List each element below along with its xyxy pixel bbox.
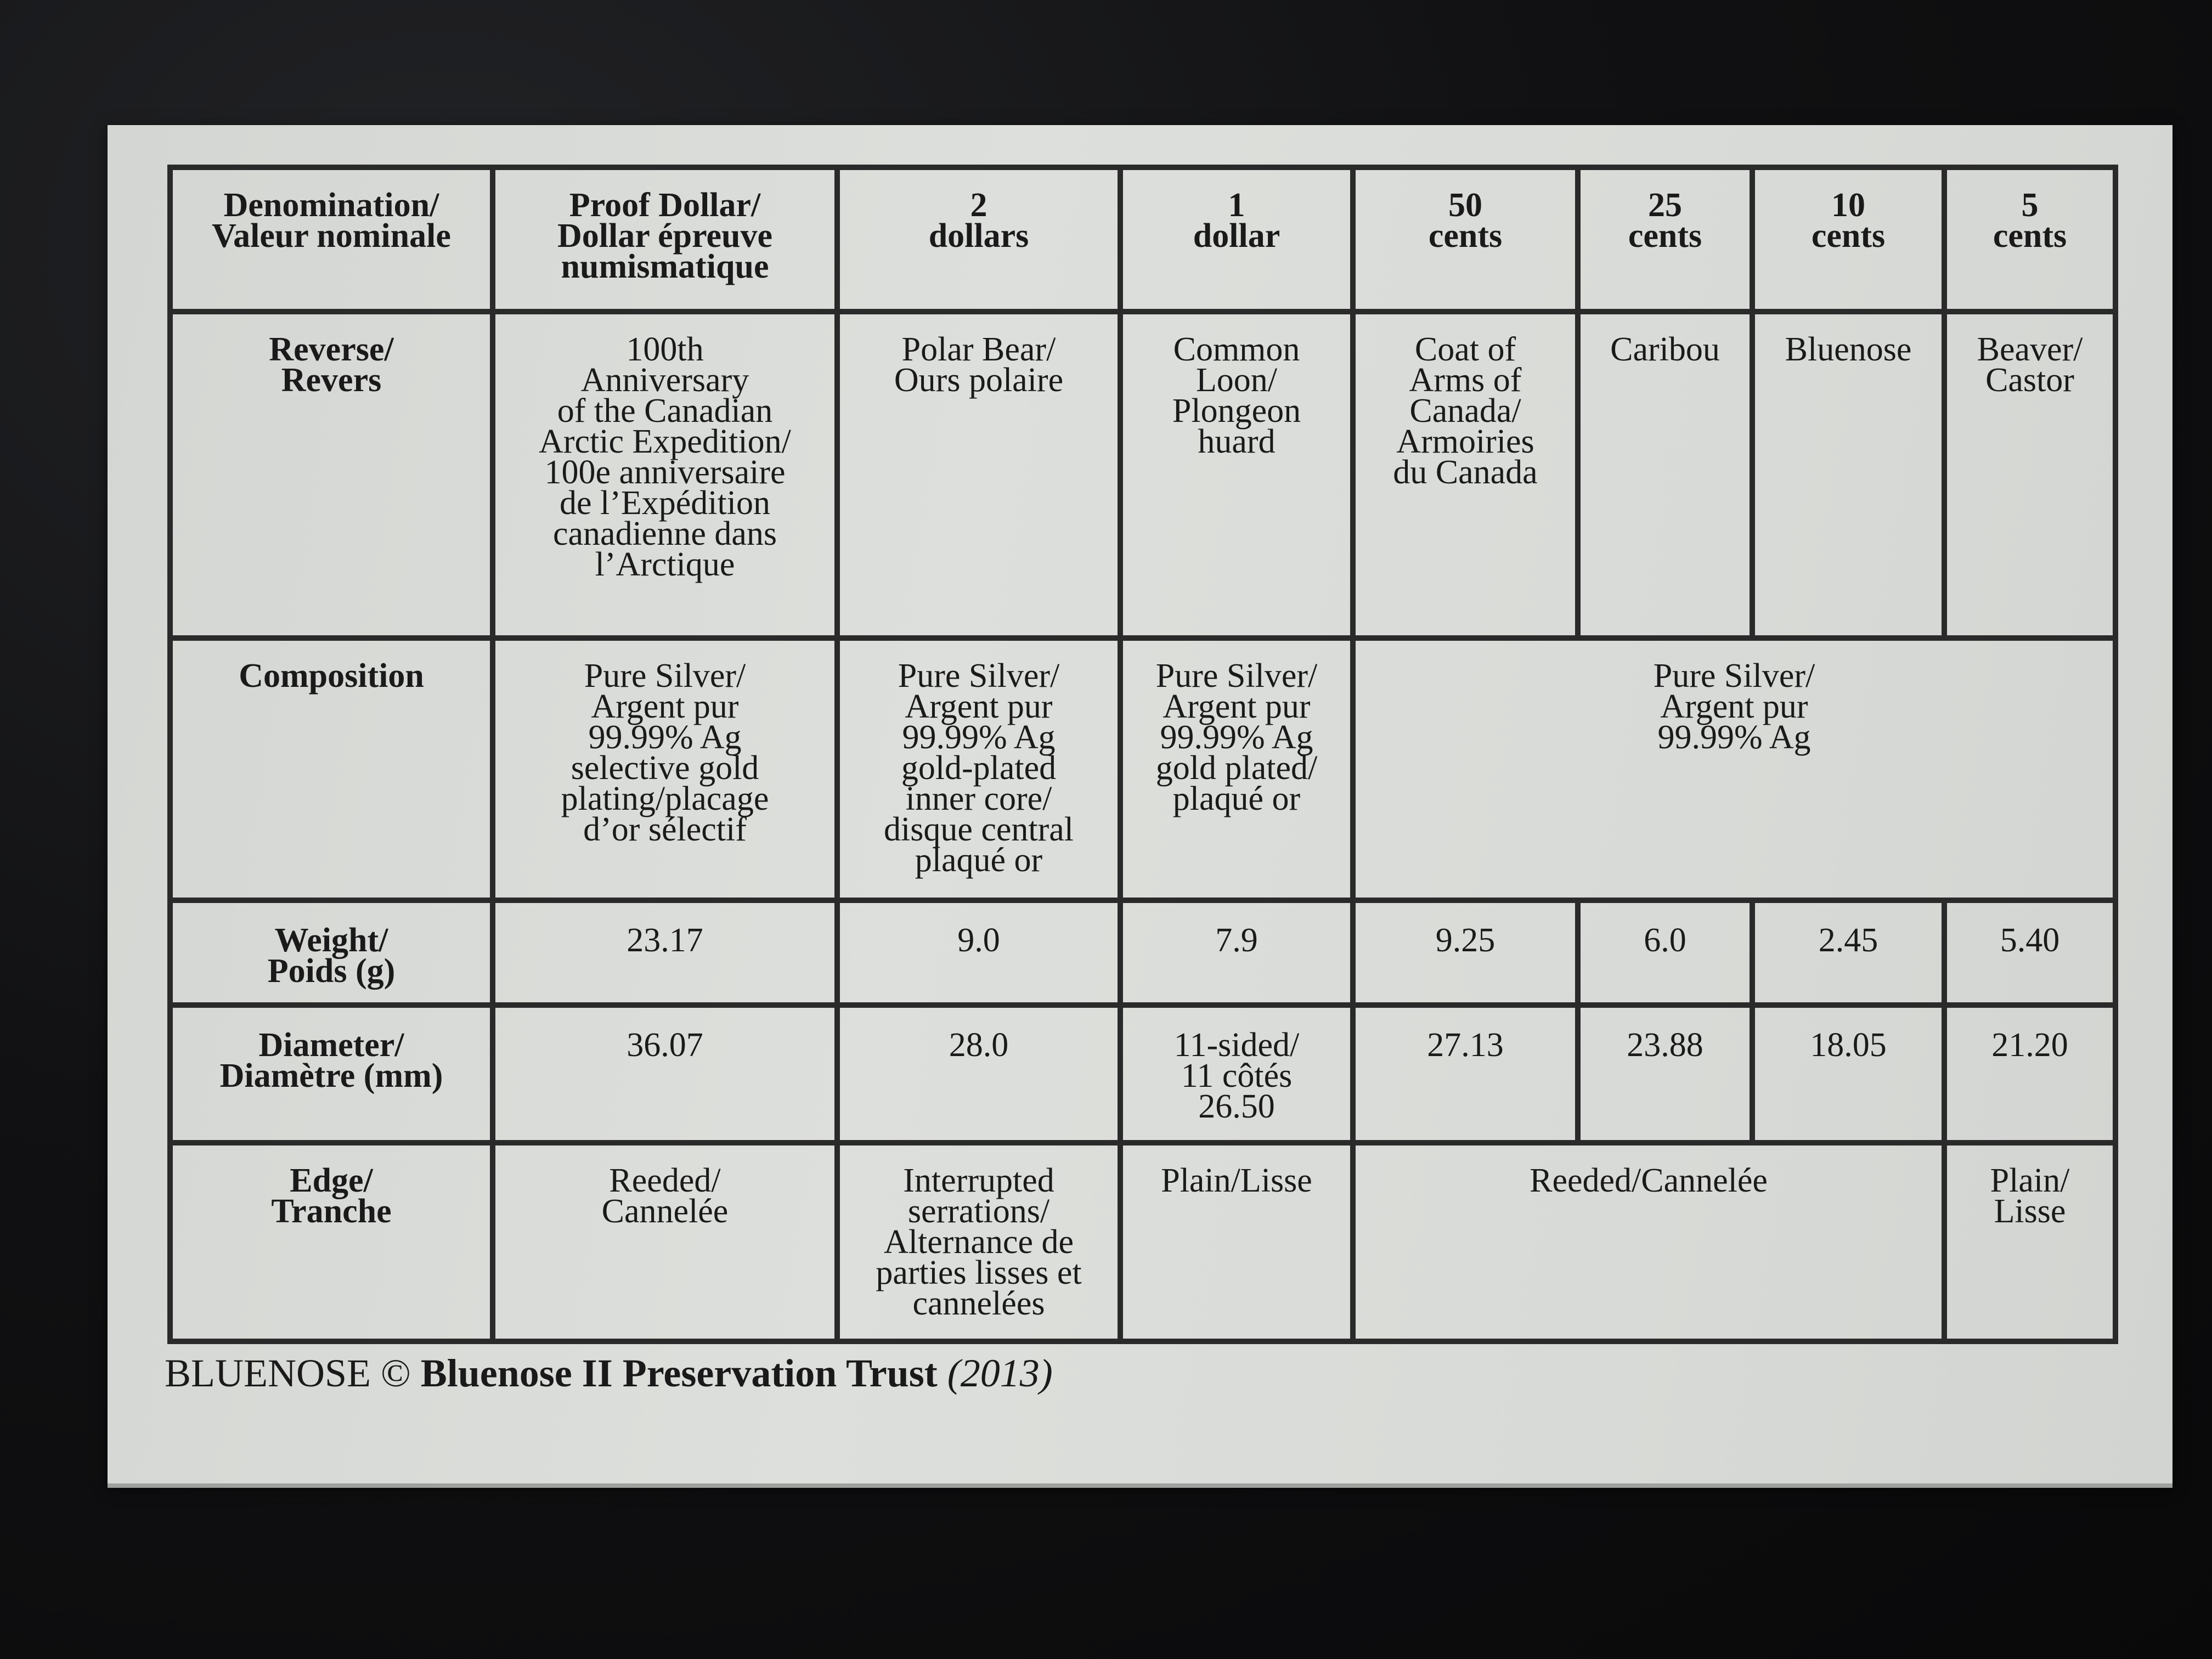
reverse-row <box>170 312 2115 638</box>
reverse-50-cents: Coat of Arms of Canada/ Armoiries du Canada <box>1353 312 1578 638</box>
diameter-25-cents: 23.88 <box>1578 1005 1752 1143</box>
edge-50-25-10-cents: Reeded/Cannelée <box>1353 1143 1944 1341</box>
composition-2-dollars: Pure Silver/ Argent pur 99.99% Ag gold-plated inner core/ disque central plaqué or <box>837 638 1120 900</box>
diameter-5-cents: 21.20 <box>1944 1005 2115 1143</box>
denomination-2-dollars: 2 dollars <box>837 167 1120 312</box>
denomination-50-cents: 50 cents <box>1353 167 1578 312</box>
reverse-10-cents: Bluenose <box>1752 312 1944 638</box>
coin-specifications-table <box>167 165 2118 1344</box>
diameter-50-cents: 27.13 <box>1353 1005 1578 1143</box>
denomination-label: Denomination/ Valeur nominale <box>170 167 493 312</box>
composition-label: Composition <box>170 638 493 900</box>
diameter-row <box>170 1005 2115 1143</box>
composition-1-dollar: Pure Silver/ Argent pur 99.99% Ag gold plated/ plaqué or <box>1120 638 1353 900</box>
diameter-10-cents: 18.05 <box>1752 1005 1944 1143</box>
reverse-proof-dollar: 100th Anniversary of the Canadian Arctic Expedition/ 100e anniversaire de l’Expédition canadienne dans l’Arctique <box>493 312 837 638</box>
denomination-proof-dollar: Proof Dollar/ Dollar épreuve numismatique <box>493 167 837 312</box>
weight-5-cents: 5.40 <box>1944 900 2115 1005</box>
diameter-label: Diameter/ Diamètre (mm) <box>170 1005 493 1143</box>
footer-brand: BLUENOSE © <box>165 1351 411 1395</box>
card-bottom-edge <box>108 1483 2172 1488</box>
reverse-25-cents: Caribou <box>1578 312 1752 638</box>
weight-label: Weight/ Poids (g) <box>170 900 493 1005</box>
denomination-5-cents: 5 cents <box>1944 167 2115 312</box>
denomination-25-cents: 25 cents <box>1578 167 1752 312</box>
edge-5-cents: Plain/ Lisse <box>1944 1143 2115 1341</box>
edge-label: Edge/ Tranche <box>170 1143 493 1341</box>
diameter-1-dollar: 11-sided/ 11 côtés 26.50 <box>1120 1005 1353 1143</box>
copyright-footer <box>165 1351 1053 1396</box>
weight-25-cents: 6.0 <box>1578 900 1752 1005</box>
reverse-label: Reverse/ Revers <box>170 312 493 638</box>
weight-2-dollars: 9.0 <box>837 900 1120 1005</box>
edge-1-dollar: Plain/Lisse <box>1120 1143 1353 1341</box>
edge-row <box>170 1143 2115 1341</box>
weight-50-cents: 9.25 <box>1353 900 1578 1005</box>
denomination-row <box>170 167 2115 312</box>
weight-10-cents: 2.45 <box>1752 900 1944 1005</box>
reverse-5-cents: Beaver/ Castor <box>1944 312 2115 638</box>
footer-year: (2013) <box>947 1351 1053 1395</box>
denomination-1-dollar: 1 dollar <box>1120 167 1353 312</box>
footer-owner: Bluenose II Preservation Trust <box>420 1351 938 1395</box>
diameter-2-dollars: 28.0 <box>837 1005 1120 1143</box>
reverse-2-dollars: Polar Bear/ Ours polaire <box>837 312 1120 638</box>
weight-proof-dollar: 23.17 <box>493 900 837 1005</box>
weight-row <box>170 900 2115 1005</box>
edge-proof-dollar: Reeded/ Cannelée <box>493 1143 837 1341</box>
denomination-10-cents: 10 cents <box>1752 167 1944 312</box>
weight-1-dollar: 7.9 <box>1120 900 1353 1005</box>
edge-2-dollars: Interrupted serrations/ Alternance de parties lisses et cannelées <box>837 1143 1120 1341</box>
reverse-1-dollar: Common Loon/ Plongeon huard <box>1120 312 1353 638</box>
composition-proof-dollar: Pure Silver/ Argent pur 99.99% Ag selective gold plating/placage d’or sélectif <box>493 638 837 900</box>
composition-row <box>170 638 2115 900</box>
diameter-proof-dollar: 36.07 <box>493 1005 837 1143</box>
composition-circulation-coins: Pure Silver/ Argent pur 99.99% Ag <box>1353 638 2115 900</box>
